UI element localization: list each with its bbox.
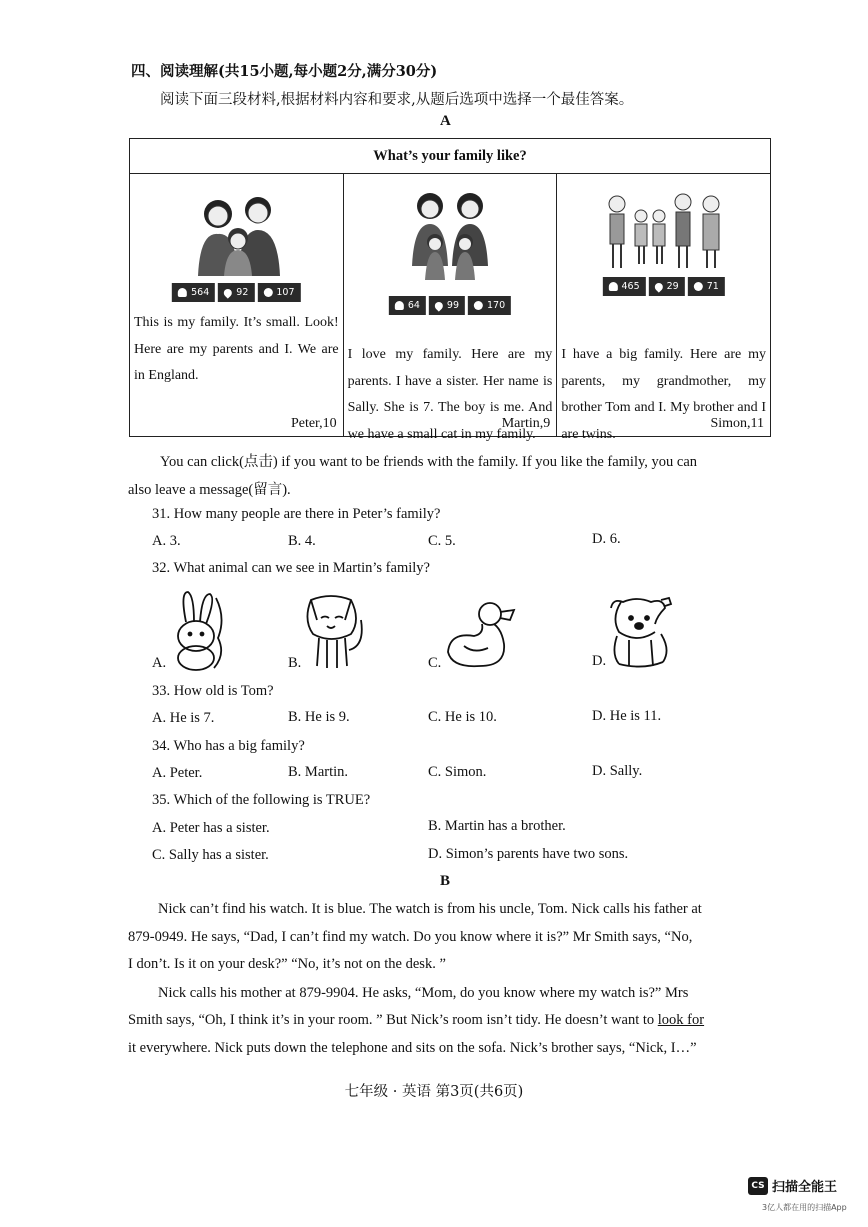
duck-icon bbox=[444, 600, 518, 670]
cat-icon bbox=[303, 590, 369, 670]
option-32a: A. bbox=[152, 655, 167, 671]
likes-stat: 92 bbox=[218, 283, 254, 302]
passage-b-line2: 879-0949. He says, “Dad, I can’t find my watch. Do you know where it is?” Mr Smith says, “No, bbox=[128, 929, 693, 945]
followers-stat: 465 bbox=[602, 277, 645, 296]
passage-b-line5 bbox=[128, 1012, 704, 1029]
person-icon bbox=[178, 288, 187, 297]
post-peter bbox=[130, 174, 343, 436]
followers-stat: 64 bbox=[389, 296, 426, 315]
stats-bar-simon bbox=[602, 277, 724, 296]
scanner-app-name: 扫描全能王 bbox=[772, 1180, 838, 1195]
question-34: 34. Who has a big family? bbox=[152, 738, 305, 754]
person-icon bbox=[608, 282, 617, 291]
underlined-phrase: look for bbox=[657, 1012, 705, 1028]
heart-icon bbox=[653, 281, 664, 292]
passage-b-line3: I don’t. Is it on your desk?” “No, it’s not on the desk. ” bbox=[128, 956, 446, 972]
option-33a: A. He is 7. bbox=[152, 710, 215, 726]
option-31c: C. 5. bbox=[428, 533, 456, 549]
section-title: 四、阅读理解(共15小题,每小题2分,满分30分) bbox=[131, 63, 438, 80]
question-33: 33. How old is Tom? bbox=[152, 683, 274, 699]
option-34c: C. Simon. bbox=[428, 764, 487, 780]
passage-a-label: A bbox=[440, 113, 451, 129]
option-35c: C. Sally has a sister. bbox=[152, 847, 269, 863]
option-34d: D. Sally. bbox=[592, 763, 643, 779]
rabbit-icon bbox=[168, 588, 230, 672]
option-35a: A. Peter has a sister. bbox=[152, 820, 270, 836]
table-title: What’s your family like? bbox=[130, 139, 771, 174]
option-35b: B. Martin has a brother. bbox=[428, 818, 566, 834]
stats-bar-martin bbox=[389, 296, 511, 315]
post-martin bbox=[344, 174, 557, 442]
instructions: 阅读下面三段材料,根据材料内容和要求,从题后选项中选择一个最佳答案。 bbox=[160, 92, 634, 108]
likes-stat: 99 bbox=[429, 296, 465, 315]
passage-b-line1: Nick can’t find his watch. It is blue. The watch is from his uncle, Tom. Nick calls his father at bbox=[158, 901, 702, 917]
option-32d: D. bbox=[592, 653, 607, 669]
option-34a: A. Peter. bbox=[152, 765, 203, 781]
family-posts-table bbox=[129, 138, 771, 442]
click-note-line2: also leave a message(留言). bbox=[128, 482, 291, 498]
option-31d: D. 6. bbox=[592, 531, 621, 547]
comments-stat: 107 bbox=[257, 283, 300, 302]
option-33c: C. He is 10. bbox=[428, 709, 497, 725]
signature-simon: Simon,11 bbox=[710, 416, 764, 431]
option-31a: A. 3. bbox=[152, 533, 181, 549]
passage-b-label: B bbox=[440, 873, 451, 889]
question-35: 35. Which of the following is TRUE? bbox=[152, 792, 371, 808]
option-32c: C. bbox=[428, 655, 442, 671]
heart-icon bbox=[223, 287, 234, 298]
option-31b: B. 4. bbox=[288, 533, 316, 549]
comments-stat: 71 bbox=[688, 277, 725, 296]
followers-stat: 564 bbox=[172, 283, 215, 302]
question-32: 32. What animal can we see in Martin’s family? bbox=[152, 560, 430, 576]
family-photo-simon bbox=[599, 188, 729, 274]
post-text-simon: I have a big family. Here are my parents, my grandmother, my brother Tom and I. My brother and I are twins. bbox=[561, 347, 766, 442]
option-35d: D. Simon’s parents have two sons. bbox=[428, 846, 629, 862]
scanner-watermark bbox=[748, 1176, 837, 1195]
option-32b: B. bbox=[288, 655, 302, 671]
likes-stat: 29 bbox=[649, 277, 685, 296]
post-text-peter: This is my family. It’s small. Look! Here are my parents and I. We are in England. bbox=[134, 315, 339, 383]
click-note-line1: You can click(点击) if you want to be friends with the family. If you like the family, you can bbox=[160, 454, 698, 470]
dog-icon bbox=[607, 594, 677, 670]
passage-b-line4: Nick calls his mother at 879-9904. He asks, “Mom, do you know where my watch is?” Mrs bbox=[158, 985, 689, 1001]
scanner-tagline: 3亿人都在用的扫描App bbox=[762, 1203, 847, 1212]
post-simon bbox=[557, 174, 770, 442]
signature-peter: Peter,10 bbox=[290, 416, 337, 431]
family-photo-martin bbox=[390, 184, 510, 284]
comment-icon bbox=[263, 288, 272, 297]
person-icon bbox=[395, 301, 404, 310]
option-33d: D. He is 11. bbox=[592, 708, 662, 724]
page-footer: 七年级 · 英语 第3页(共6页) bbox=[344, 1084, 524, 1100]
passage-b-line5-text: Smith says, “Oh, I think it’s in your room. ” But Nick’s room isn’t tidy. He doesn’t want to bbox=[128, 1012, 655, 1028]
stats-bar-peter bbox=[172, 283, 300, 302]
post-text-martin: I love my family. Here are my parents. I have a sister. Her name is Sally. She is 7. The boy is me. And we have a small cat in my family. bbox=[347, 347, 553, 442]
option-33b: B. He is 9. bbox=[288, 709, 350, 725]
scanner-logo-icon: CS bbox=[748, 1177, 768, 1195]
signature-martin: Martin,9 bbox=[501, 416, 551, 431]
comment-icon bbox=[474, 301, 483, 310]
option-34b: B. Martin. bbox=[288, 764, 349, 780]
question-31: 31. How many people are there in Peter’s family? bbox=[152, 506, 441, 522]
heart-icon bbox=[433, 300, 444, 311]
comment-icon bbox=[694, 282, 703, 291]
family-photo-peter bbox=[176, 186, 296, 276]
comments-stat: 170 bbox=[468, 296, 511, 315]
passage-b-line6: it everywhere. Nick puts down the telephone and sits on the sofa. Nick’s brother says, “Nick, I…” bbox=[128, 1040, 697, 1056]
